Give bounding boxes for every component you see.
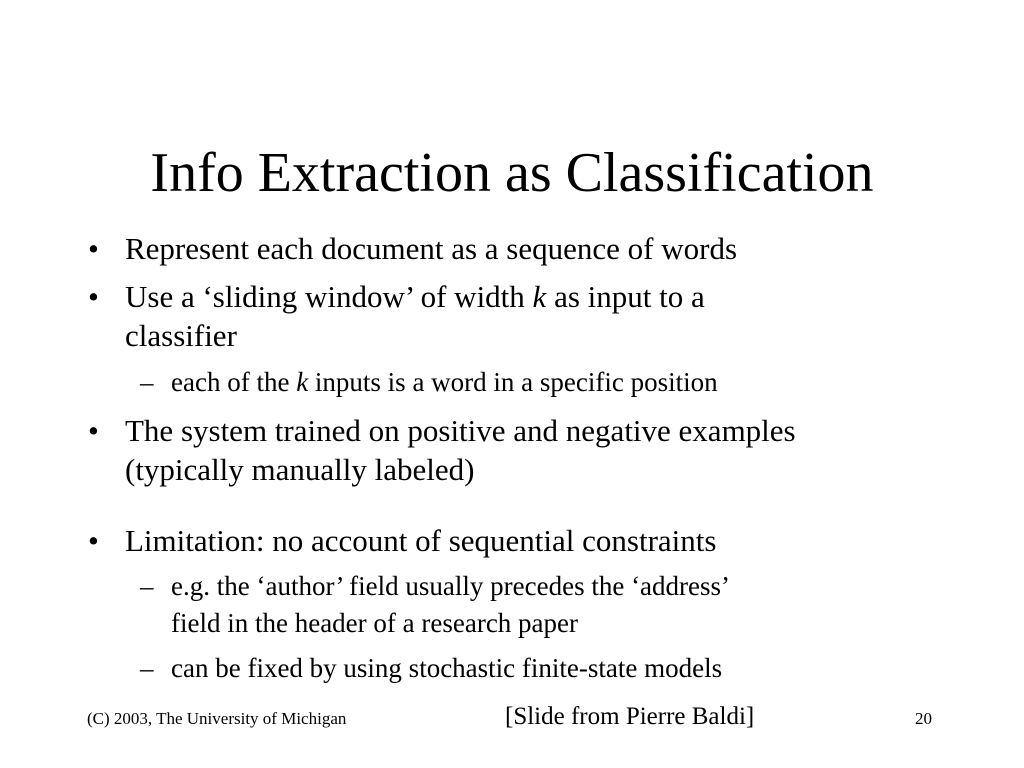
sub-bullet-marker: – bbox=[140, 367, 154, 397]
sub-bullet-marker: – bbox=[140, 653, 154, 683]
bullet-text: The system trained on positive and negative examples bbox=[125, 413, 796, 448]
sub-bullet-text-part: inputs is a word in a specific position bbox=[308, 367, 718, 397]
sub-bullet-text-part: each of the bbox=[171, 367, 297, 397]
sub-bullet-marker: – bbox=[140, 571, 154, 601]
footer-copyright: (C) 2003, The University of Michigan bbox=[87, 709, 347, 728]
sub-bullet-text: can be fixed by using stochastic finite-state models bbox=[171, 653, 723, 683]
variable-k: k bbox=[532, 279, 547, 314]
sub-bullet-text: field in the header of a research paper bbox=[171, 608, 579, 638]
bullet-text: Represent each document as a sequence of words bbox=[125, 231, 738, 266]
bullet-marker: • bbox=[88, 279, 99, 314]
bullet-marker: • bbox=[88, 231, 99, 266]
bullet-text bbox=[125, 277, 705, 316]
footer-source: [Slide from Pierre Baldi] bbox=[505, 703, 755, 730]
sub-bullet-text: e.g. the ‘author’ field usually precedes the ‘address’ bbox=[171, 571, 731, 601]
bullet-text: Limitation: no account of sequential constraints bbox=[125, 523, 717, 558]
sub-bullet-text bbox=[171, 364, 718, 401]
bullet-text-part: Use a ‘sliding window’ of width bbox=[125, 279, 533, 314]
bullet-text: (typically manually labeled) bbox=[125, 452, 475, 487]
bullet-text: classifier bbox=[125, 318, 237, 353]
bullet-text-part: as input to a bbox=[546, 279, 705, 314]
variable-k: k bbox=[296, 367, 309, 397]
bullet-marker: • bbox=[88, 413, 99, 448]
bullet-marker: • bbox=[88, 523, 99, 558]
page-number: 20 bbox=[915, 709, 932, 728]
slide-title: Info Extraction as Classification bbox=[150, 141, 874, 204]
